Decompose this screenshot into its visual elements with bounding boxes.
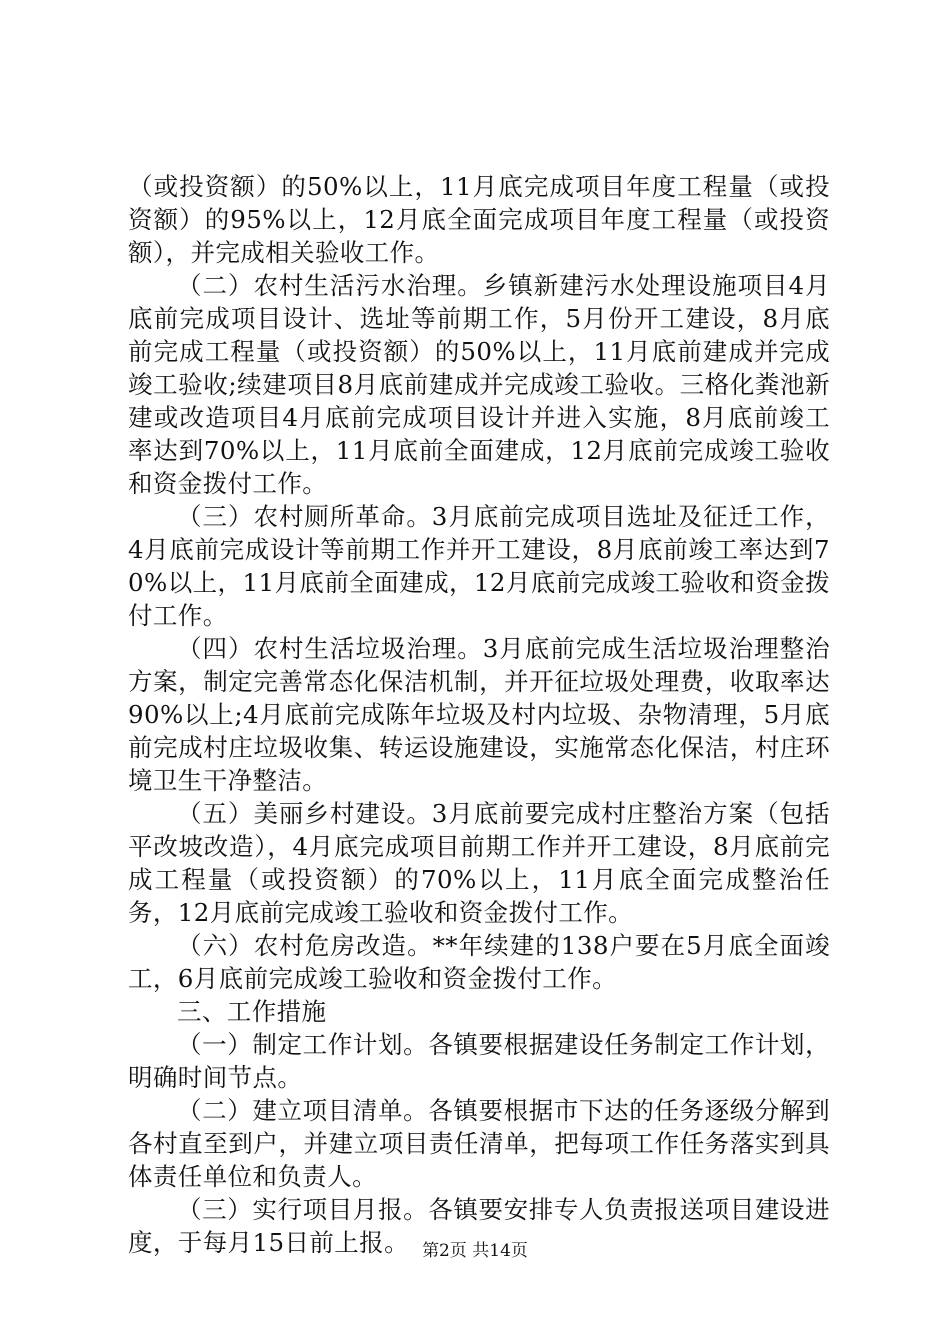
page-footer xyxy=(0,1240,950,1262)
document-body xyxy=(128,170,830,1259)
paragraph-garbage-treatment: （四）农村生活垃圾治理。3月底前完成生活垃圾治理整治方案，制定完善常态化保洁机制，并开征垃圾处理费，收取率达90%以上;4月底前完成陈年垃圾及村内垃圾、杂物清理，5月底前完成村庄垃圾收集、转运设施建设，实施常态化保洁，村庄环境卫生干净整洁。 xyxy=(128,634,830,795)
page-number-label: 第2页 共14页 xyxy=(422,1241,528,1261)
paragraph-beautiful-village: （五）美丽乡村建设。3月底前要完成村庄整治方案（包括平改坡改造），4月底完成项目前期工作并开工建设，8月底前完成工程量（或投资额）的70%以上，11月底全面完成整治任务，12月底前完成竣工验收和资金拨付工作。 xyxy=(128,799,830,927)
paragraph-monthly-report: （三）实行项目月报。各镇要安排专人负责报送项目建设进度，于每月15日前上报。 xyxy=(128,1195,830,1257)
paragraph-sewage-treatment: （二）农村生活污水治理。乡镇新建污水处理设施项目4月底前完成项目设计、选址等前期工作，5月份开工建设，8月底前完成工程量（或投资额）的50%以上，11月底前建成并完成竣工验收;续建项目8月底前建成并完成竣工验收。三格化粪池新建或改造项目4月底前完成项目设计并进入实施，8月底前竣工率达到70%以上，11月底前全面建成，12月底前完成竣工验收和资金拨付工作。 xyxy=(128,271,830,498)
paragraph-work-plan: （一）制定工作计划。各镇要根据建设任务制定工作计划，明确时间节点。 xyxy=(128,1030,830,1092)
paragraph-toilet-revolution: （三）农村厕所革命。3月底前完成项目选址及征迁工作，4月底前完成设计等前期工作并开工建设，8月底前竣工率达到70%以上，11月底前全面建成，12月底前完成竣工验收和资金拨付工作。 xyxy=(128,502,830,630)
paragraph-project-list: （二）建立项目清单。各镇要根据市下达的任务逐级分解到各村直至到户，并建立项目责任清单，把每项工作任务落实到具体责任单位和负责人。 xyxy=(128,1096,830,1191)
section-heading-measures: 三、工作措施 xyxy=(177,997,327,1026)
paragraph-continuation: （或投资额）的50%以上，11月底完成项目年度工程量（或投资额）的95%以上，12月底全面完成项目年度工程量（或投资额），并完成相关验收工作。 xyxy=(128,172,830,267)
paragraph-dangerous-housing: （六）农村危房改造。**年续建的138户要在5月底全面竣工，6月底前完成竣工验收和资金拨付工作。 xyxy=(128,931,830,993)
